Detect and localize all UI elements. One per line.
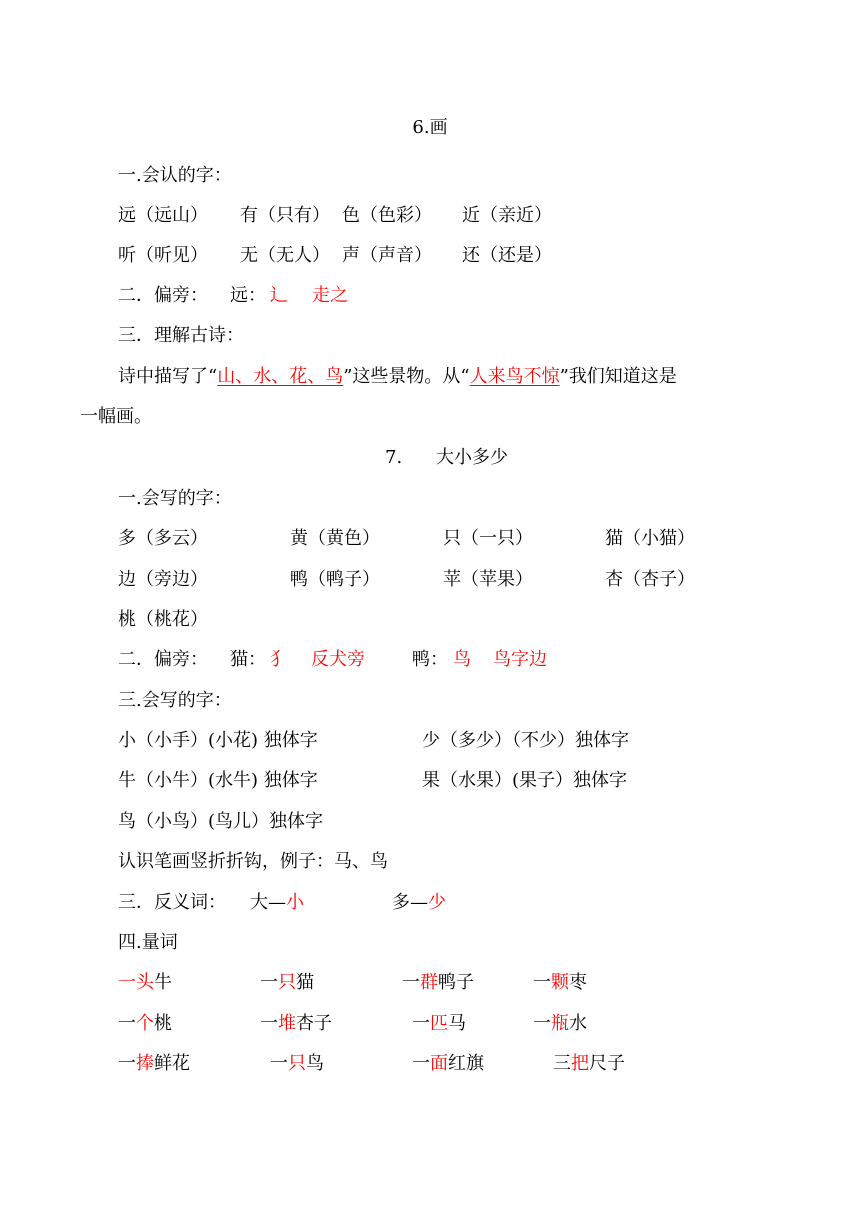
- measure-item: [260, 1012, 332, 1036]
- radical-name-answer: 鸟字边: [493, 649, 547, 670]
- measure-word-answer: 面: [430, 1053, 448, 1074]
- word-entry: 猫（小猫）: [605, 528, 695, 549]
- measure-noun: 杏子: [296, 1013, 332, 1034]
- measure-word-answer: 头: [136, 972, 154, 993]
- measure-row: [0, 1052, 860, 1076]
- poem-text: ”这些景物。从“: [343, 366, 470, 387]
- measure-number: 一: [533, 972, 551, 993]
- write-entry: 牛（小牛）(水牛) 独体字: [118, 770, 318, 791]
- measure-noun: 鸭子: [438, 972, 474, 993]
- word-entry: 黄（黄色）: [290, 528, 380, 549]
- radical-label: 二．偏旁：: [118, 285, 208, 306]
- measure-noun: 红旗: [448, 1053, 484, 1074]
- write-entry: 少（多少）（不少）独体字: [422, 730, 629, 751]
- measure-item: [553, 1052, 625, 1076]
- write-row2: [0, 769, 860, 793]
- radical-char: 鸭：: [412, 649, 448, 670]
- antonym-answer: 小: [286, 892, 304, 913]
- measure-item: [402, 971, 474, 995]
- word-entry: 近（亲近）: [462, 205, 552, 226]
- measure-noun: 马: [448, 1013, 466, 1034]
- poem-line1: [118, 365, 677, 389]
- lesson7-row2: [0, 568, 860, 592]
- lesson6-row2: [0, 244, 860, 268]
- measure-number: 一: [118, 972, 136, 993]
- measure-number: 一: [118, 1013, 136, 1034]
- measure-number: 一: [412, 1053, 430, 1074]
- measure-row: [0, 971, 860, 995]
- antonyms-row: [0, 891, 860, 915]
- measure-number: 一: [260, 1013, 278, 1034]
- poem-answer-scenery: 山、水、花、鸟: [217, 366, 344, 387]
- measure-number: 三: [553, 1053, 571, 1074]
- word-entry: 鸭（鸭子）: [290, 569, 380, 590]
- radical-char: 远：: [230, 285, 266, 306]
- measure-word-answer: 颗: [551, 972, 569, 993]
- lesson7-title-text: 大小多少: [436, 447, 508, 468]
- measure-number: 一: [260, 972, 278, 993]
- lesson7-section3-heading: 三.会写的字：: [118, 690, 232, 711]
- measure-item: [533, 1012, 587, 1036]
- measure-item: [118, 1052, 190, 1076]
- measure-number: 一: [402, 972, 420, 993]
- word-entry: 色（色彩）: [342, 205, 432, 226]
- antonym-prompt: 大—: [250, 892, 286, 913]
- measure-word-answer: 匹: [430, 1013, 448, 1034]
- lesson6-title: 6.画: [412, 117, 448, 138]
- radical-answer: 辶: [270, 285, 288, 306]
- word-entry: 苹（苹果）: [443, 569, 533, 590]
- measure-noun: 枣: [569, 972, 587, 993]
- word-entry: 边（旁边）: [118, 569, 208, 590]
- measure-number: 一: [270, 1053, 288, 1074]
- antonym-pair: [250, 891, 304, 915]
- measure-word-answer: 只: [278, 972, 296, 993]
- antonyms-label: 三．反义词：: [118, 892, 226, 913]
- antonym-prompt: 多—: [392, 892, 428, 913]
- radical-name-answer: 反犬旁: [311, 649, 365, 670]
- measure-item: [260, 971, 314, 995]
- measure-item: [533, 971, 587, 995]
- word-entry: 有（只有）: [240, 205, 330, 226]
- poem-line2: 一幅画。: [80, 406, 152, 427]
- measure-word-answer: 瓶: [551, 1013, 569, 1034]
- lesson7-radical: [0, 648, 860, 672]
- measure-number: 一: [533, 1013, 551, 1034]
- measure-noun: 尺子: [589, 1053, 625, 1074]
- lesson7-number: 7.: [385, 447, 403, 468]
- lesson6-section3-heading: 三．理解古诗：: [118, 325, 244, 346]
- lesson6-radical: [0, 284, 860, 308]
- lesson7-section1-heading: 一.会写的字：: [118, 488, 232, 509]
- measure-noun: 牛: [154, 972, 172, 993]
- radical-char: 猫：: [230, 649, 266, 670]
- word-entry: 听（听见）: [118, 245, 208, 266]
- write-entry: 小（小手）(小花) 独体字: [118, 730, 318, 751]
- measure-word-answer: 群: [420, 972, 438, 993]
- measure-row: [0, 1012, 860, 1036]
- measure-item: [118, 1012, 172, 1036]
- word-entry: 桃（桃花）: [118, 609, 208, 630]
- write-entry: 果（水果）(果子）独体字: [422, 770, 628, 791]
- measure-word-answer: 堆: [278, 1013, 296, 1034]
- lesson6-row1: [0, 204, 860, 228]
- word-entry: 远（远山）: [118, 205, 208, 226]
- lesson7-section4-heading: 四.量词: [118, 932, 178, 953]
- word-entry: 杏（杏子）: [605, 569, 695, 590]
- measure-item: [270, 1052, 324, 1076]
- write-row1: [0, 729, 860, 753]
- measure-word-answer: 个: [136, 1013, 154, 1034]
- measure-item: [118, 971, 172, 995]
- poem-text: 诗中描写了“: [118, 366, 218, 387]
- radical-label: 二．偏旁：: [118, 649, 208, 670]
- write-entry: 鸟（小鸟）(鸟儿）独体字: [118, 811, 324, 832]
- stroke-note: 认识笔画竖折折钩，例子：马、鸟: [118, 851, 388, 872]
- word-entry: 声（声音）: [342, 245, 432, 266]
- measure-word-answer: 把: [571, 1053, 589, 1074]
- radical-name-answer: 走之: [312, 285, 348, 306]
- lesson6-section1-heading: 一.会认的字：: [118, 165, 232, 186]
- word-entry: 只（一只）: [443, 528, 533, 549]
- measure-noun: 鸟: [306, 1053, 324, 1074]
- measure-number: 一: [412, 1013, 430, 1034]
- lesson7-row1: [0, 527, 860, 551]
- measure-word-answer: 只: [288, 1053, 306, 1074]
- antonym-pair: [392, 891, 446, 915]
- measure-item: [412, 1052, 484, 1076]
- word-entry: 无（无人）: [240, 245, 330, 266]
- lesson7-title: [0, 446, 860, 470]
- measure-item: [412, 1012, 466, 1036]
- measure-noun: 猫: [296, 972, 314, 993]
- word-entry: 还（还是）: [462, 245, 552, 266]
- radical-answer: 犭: [270, 649, 288, 670]
- measure-noun: 桃: [154, 1013, 172, 1034]
- measure-number: 一: [118, 1053, 136, 1074]
- poem-text: ”我们知道这是: [559, 366, 677, 387]
- radical-answer: 鸟: [453, 649, 471, 670]
- measure-noun: 鲜花: [154, 1053, 190, 1074]
- measure-noun: 水: [569, 1013, 587, 1034]
- antonym-answer: 少: [428, 892, 446, 913]
- poem-answer-line: 人来鸟不惊: [469, 366, 560, 387]
- measure-word-answer: 捧: [136, 1053, 154, 1074]
- word-entry: 多（多云）: [118, 528, 208, 549]
